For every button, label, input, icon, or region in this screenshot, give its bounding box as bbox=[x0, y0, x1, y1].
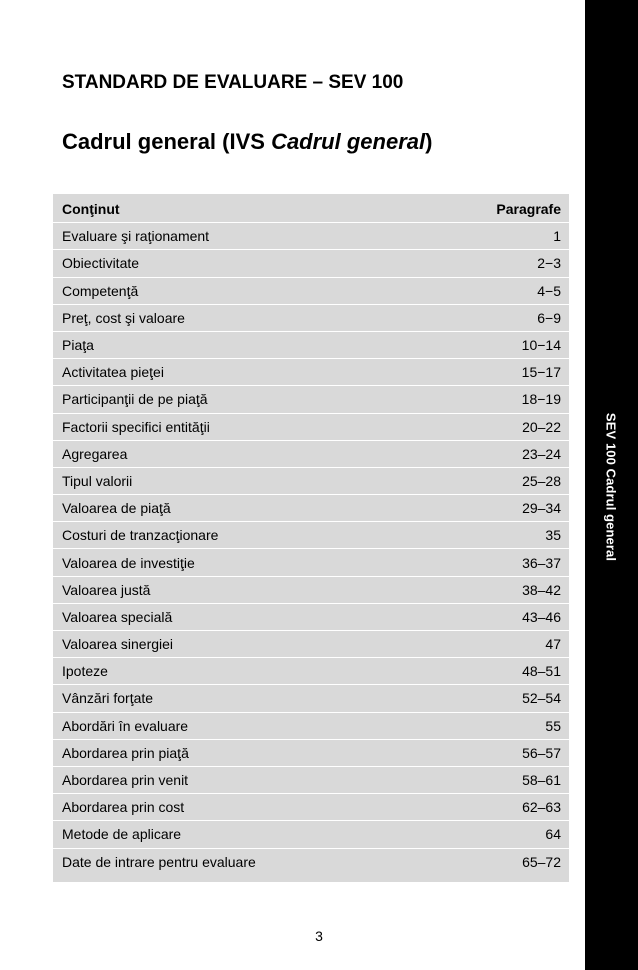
row-paragraphs: 48–51 bbox=[522, 663, 561, 680]
table-row bbox=[53, 468, 569, 495]
row-paragraphs: 20–22 bbox=[522, 418, 561, 435]
row-title: Abordarea prin cost bbox=[62, 799, 185, 816]
row-paragraphs: 2−3 bbox=[537, 255, 561, 272]
table-row bbox=[53, 441, 569, 468]
side-tab-label: SEV 100 Cadrul general bbox=[603, 412, 619, 562]
page-number: 3 bbox=[315, 928, 323, 944]
row-title: Abordarea prin venit bbox=[62, 772, 189, 789]
row-paragraphs: 29–34 bbox=[522, 500, 561, 517]
row-paragraphs: 52–54 bbox=[522, 690, 561, 707]
row-title: Valoarea de piaţă bbox=[62, 500, 171, 517]
row-title: Valoarea sinergiei bbox=[62, 636, 174, 653]
row-paragraphs: 4−5 bbox=[537, 282, 561, 299]
row-title: Valoarea de investiţie bbox=[62, 554, 195, 571]
table-row bbox=[53, 386, 569, 413]
table-row bbox=[53, 522, 569, 549]
row-paragraphs: 58–61 bbox=[522, 772, 561, 789]
table-row bbox=[53, 849, 569, 876]
row-paragraphs: 36–37 bbox=[522, 554, 561, 571]
contents-table bbox=[53, 194, 569, 882]
row-paragraphs: 56–57 bbox=[522, 744, 561, 761]
table-row bbox=[53, 359, 569, 386]
table-row bbox=[53, 685, 569, 712]
row-title: Ipoteze bbox=[62, 663, 108, 680]
table-row bbox=[53, 794, 569, 821]
row-title: Valoarea specială bbox=[62, 608, 173, 625]
row-title: Date de intrare pentru evaluare bbox=[62, 854, 256, 871]
row-paragraphs: 15−17 bbox=[521, 364, 561, 381]
column-header-paragraphs: Paragrafe bbox=[496, 201, 561, 218]
table-row bbox=[53, 250, 569, 277]
row-title: Preţ, cost şi valoare bbox=[62, 309, 185, 326]
section-title-suffix: ) bbox=[425, 129, 433, 154]
table-row bbox=[53, 821, 569, 848]
row-paragraphs: 23–24 bbox=[522, 445, 561, 462]
row-title: Vânzări forţate bbox=[62, 690, 154, 707]
page-title: STANDARD DE EVALUARE – SEV 100 bbox=[62, 72, 404, 93]
contents-table-body bbox=[53, 223, 569, 876]
contents-table-header bbox=[53, 196, 569, 223]
row-title: Metode de aplicare bbox=[62, 826, 182, 843]
table-row bbox=[53, 767, 569, 794]
row-paragraphs: 35 bbox=[545, 527, 561, 544]
table-row bbox=[53, 223, 569, 250]
row-title: Activitatea pieţei bbox=[62, 364, 164, 381]
row-title: Piaţa bbox=[62, 337, 94, 354]
row-paragraphs: 6−9 bbox=[537, 309, 561, 326]
row-title: Agregarea bbox=[62, 445, 128, 462]
row-title: Participanţii de pe piaţă bbox=[62, 391, 208, 408]
table-row bbox=[53, 414, 569, 441]
table-row bbox=[53, 332, 569, 359]
row-title: Evaluare şi raţionament bbox=[62, 228, 210, 245]
row-paragraphs: 43–46 bbox=[522, 608, 561, 625]
section-title-prefix: Cadrul general (IVS bbox=[62, 129, 272, 154]
row-title: Obiectivitate bbox=[62, 255, 140, 272]
table-row bbox=[53, 604, 569, 631]
table-row bbox=[53, 305, 569, 332]
row-paragraphs: 18−19 bbox=[521, 391, 561, 408]
column-header-content: Conţinut bbox=[62, 201, 120, 218]
row-paragraphs: 55 bbox=[545, 717, 561, 734]
table-row bbox=[53, 631, 569, 658]
row-title: Abordări în evaluare bbox=[62, 717, 189, 734]
table-row bbox=[53, 713, 569, 740]
row-paragraphs: 10−14 bbox=[521, 337, 561, 354]
table-row bbox=[53, 278, 569, 305]
section-title bbox=[62, 129, 432, 155]
table-row bbox=[53, 549, 569, 576]
table-row bbox=[53, 495, 569, 522]
table-row bbox=[53, 740, 569, 767]
row-title: Factorii specifici entităţii bbox=[62, 418, 210, 435]
row-title: Abordarea prin piaţă bbox=[62, 744, 189, 761]
row-title: Valoarea justă bbox=[62, 581, 151, 598]
section-title-italic: Cadrul general bbox=[271, 129, 426, 154]
row-paragraphs: 1 bbox=[553, 228, 561, 245]
row-paragraphs: 65–72 bbox=[522, 854, 561, 871]
row-title: Costuri de tranzacţionare bbox=[62, 527, 219, 544]
table-row bbox=[53, 577, 569, 604]
row-paragraphs: 64 bbox=[545, 826, 561, 843]
row-title: Competenţă bbox=[62, 282, 139, 299]
row-paragraphs: 47 bbox=[545, 636, 561, 653]
row-paragraphs: 62–63 bbox=[522, 799, 561, 816]
table-row bbox=[53, 658, 569, 685]
row-title: Tipul valorii bbox=[62, 472, 133, 489]
row-paragraphs: 38–42 bbox=[522, 581, 561, 598]
row-paragraphs: 25–28 bbox=[522, 472, 561, 489]
